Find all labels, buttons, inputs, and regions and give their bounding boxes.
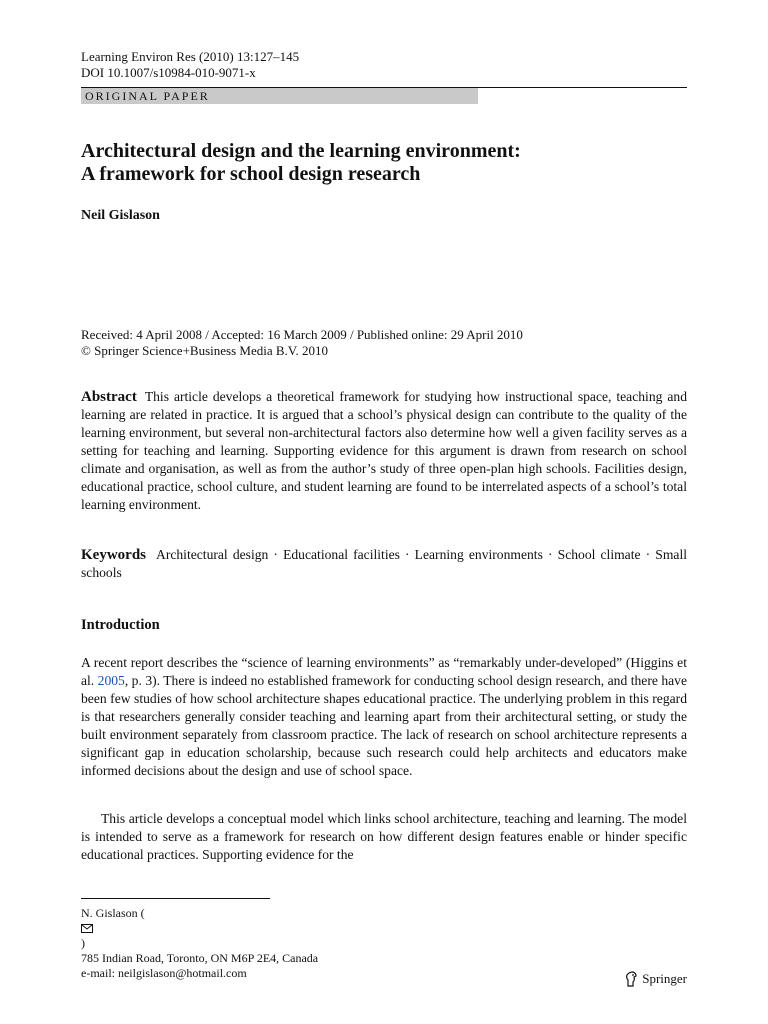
introduction-paragraph-2: This article develops a conceptual model which links school architecture, teaching and learning. The model is intended to serve as a framework for research on how different design features enable or hinder specific educational practices. Supporting evidence for the — [81, 811, 687, 862]
footnote-name-line — [81, 906, 318, 951]
publication-dates — [81, 327, 523, 359]
introduction-paragraph-1 — [81, 654, 687, 780]
paper-type-banner: ORIGINAL PAPER — [81, 88, 478, 104]
title-line-2: A framework for school design research — [81, 163, 421, 185]
envelope-icon[interactable] — [81, 924, 93, 933]
footnote-email[interactable]: e-mail: neilgislason@hotmail.com — [81, 966, 247, 980]
doi: DOI 10.1007/s10984-010-9071-x — [81, 65, 256, 80]
footnote-rule — [81, 898, 270, 899]
publisher-name: Springer — [642, 971, 687, 986]
abstract-label: Abstract — [81, 389, 137, 405]
journal-reference: Learning Environ Res (2010) 13:127–145 — [81, 49, 300, 64]
footnote-name-close: ) — [81, 936, 85, 950]
copyright-line: © Springer Science+Business Media B.V. 2010 — [81, 343, 328, 358]
footnote-address: 785 Indian Road, Toronto, ON M6P 2E4, Canada — [81, 951, 319, 965]
keywords-text: Architectural design · Educational facilities · Learning environments · School climate · Small schools — [81, 547, 687, 580]
author-name: Neil Gislason — [81, 208, 160, 223]
abstract — [81, 388, 687, 514]
intro-p1-text-a: A recent report describes the “science of learning environments” as “remarkably under-developed” (Higgins et al. — [81, 655, 687, 688]
publisher-logo — [624, 971, 687, 987]
title-line-1: Architectural design and the learning environment: — [81, 140, 521, 162]
citation-link-2005[interactable]: 2005 — [97, 673, 125, 688]
springer-horse-icon — [624, 971, 638, 987]
footnote-name: N. Gislason ( — [81, 906, 145, 920]
dates-line: Received: 4 April 2008 / Accepted: 16 March 2009 / Published online: 29 April 2010 — [81, 327, 523, 342]
intro-p1-text-b: , p. 3). There is indeed no established framework for conducting school design research, and there have been few studies of how school architecture shapes educational practice. The underlying problem in this regard is that researchers generally consider teaching and learning apart from their architectural setting, or study the built environment separately from classroom practice. The lack of research on school architecture represents a significant gap in education scholarship, because such research could help architects and educators make informed decisions about the design and use of school space. — [81, 673, 687, 778]
keywords — [81, 546, 687, 582]
keywords-label: Keywords — [81, 547, 146, 563]
paper-page — [81, 0, 687, 1024]
paper-title — [81, 140, 687, 186]
abstract-text: This article develops a theoretical framework for studying how instructional space, teaching and learning are related in practice. It is argued that a school’s physical design can contribute to the quality of the learning environment, but several non-architectural factors also determine how well a given facility serves as a setting for teaching and learning. Supporting evidence for this argument is drawn from research on school climate and organisation, as well as from the author’s study of three open-plan high schools. Facilities design, educational practice, school culture, and student learning are found to be interrelated aspects of a school’s total learning environment. — [81, 389, 687, 512]
author-footnote — [81, 906, 318, 981]
section-heading-introduction: Introduction — [81, 617, 160, 633]
